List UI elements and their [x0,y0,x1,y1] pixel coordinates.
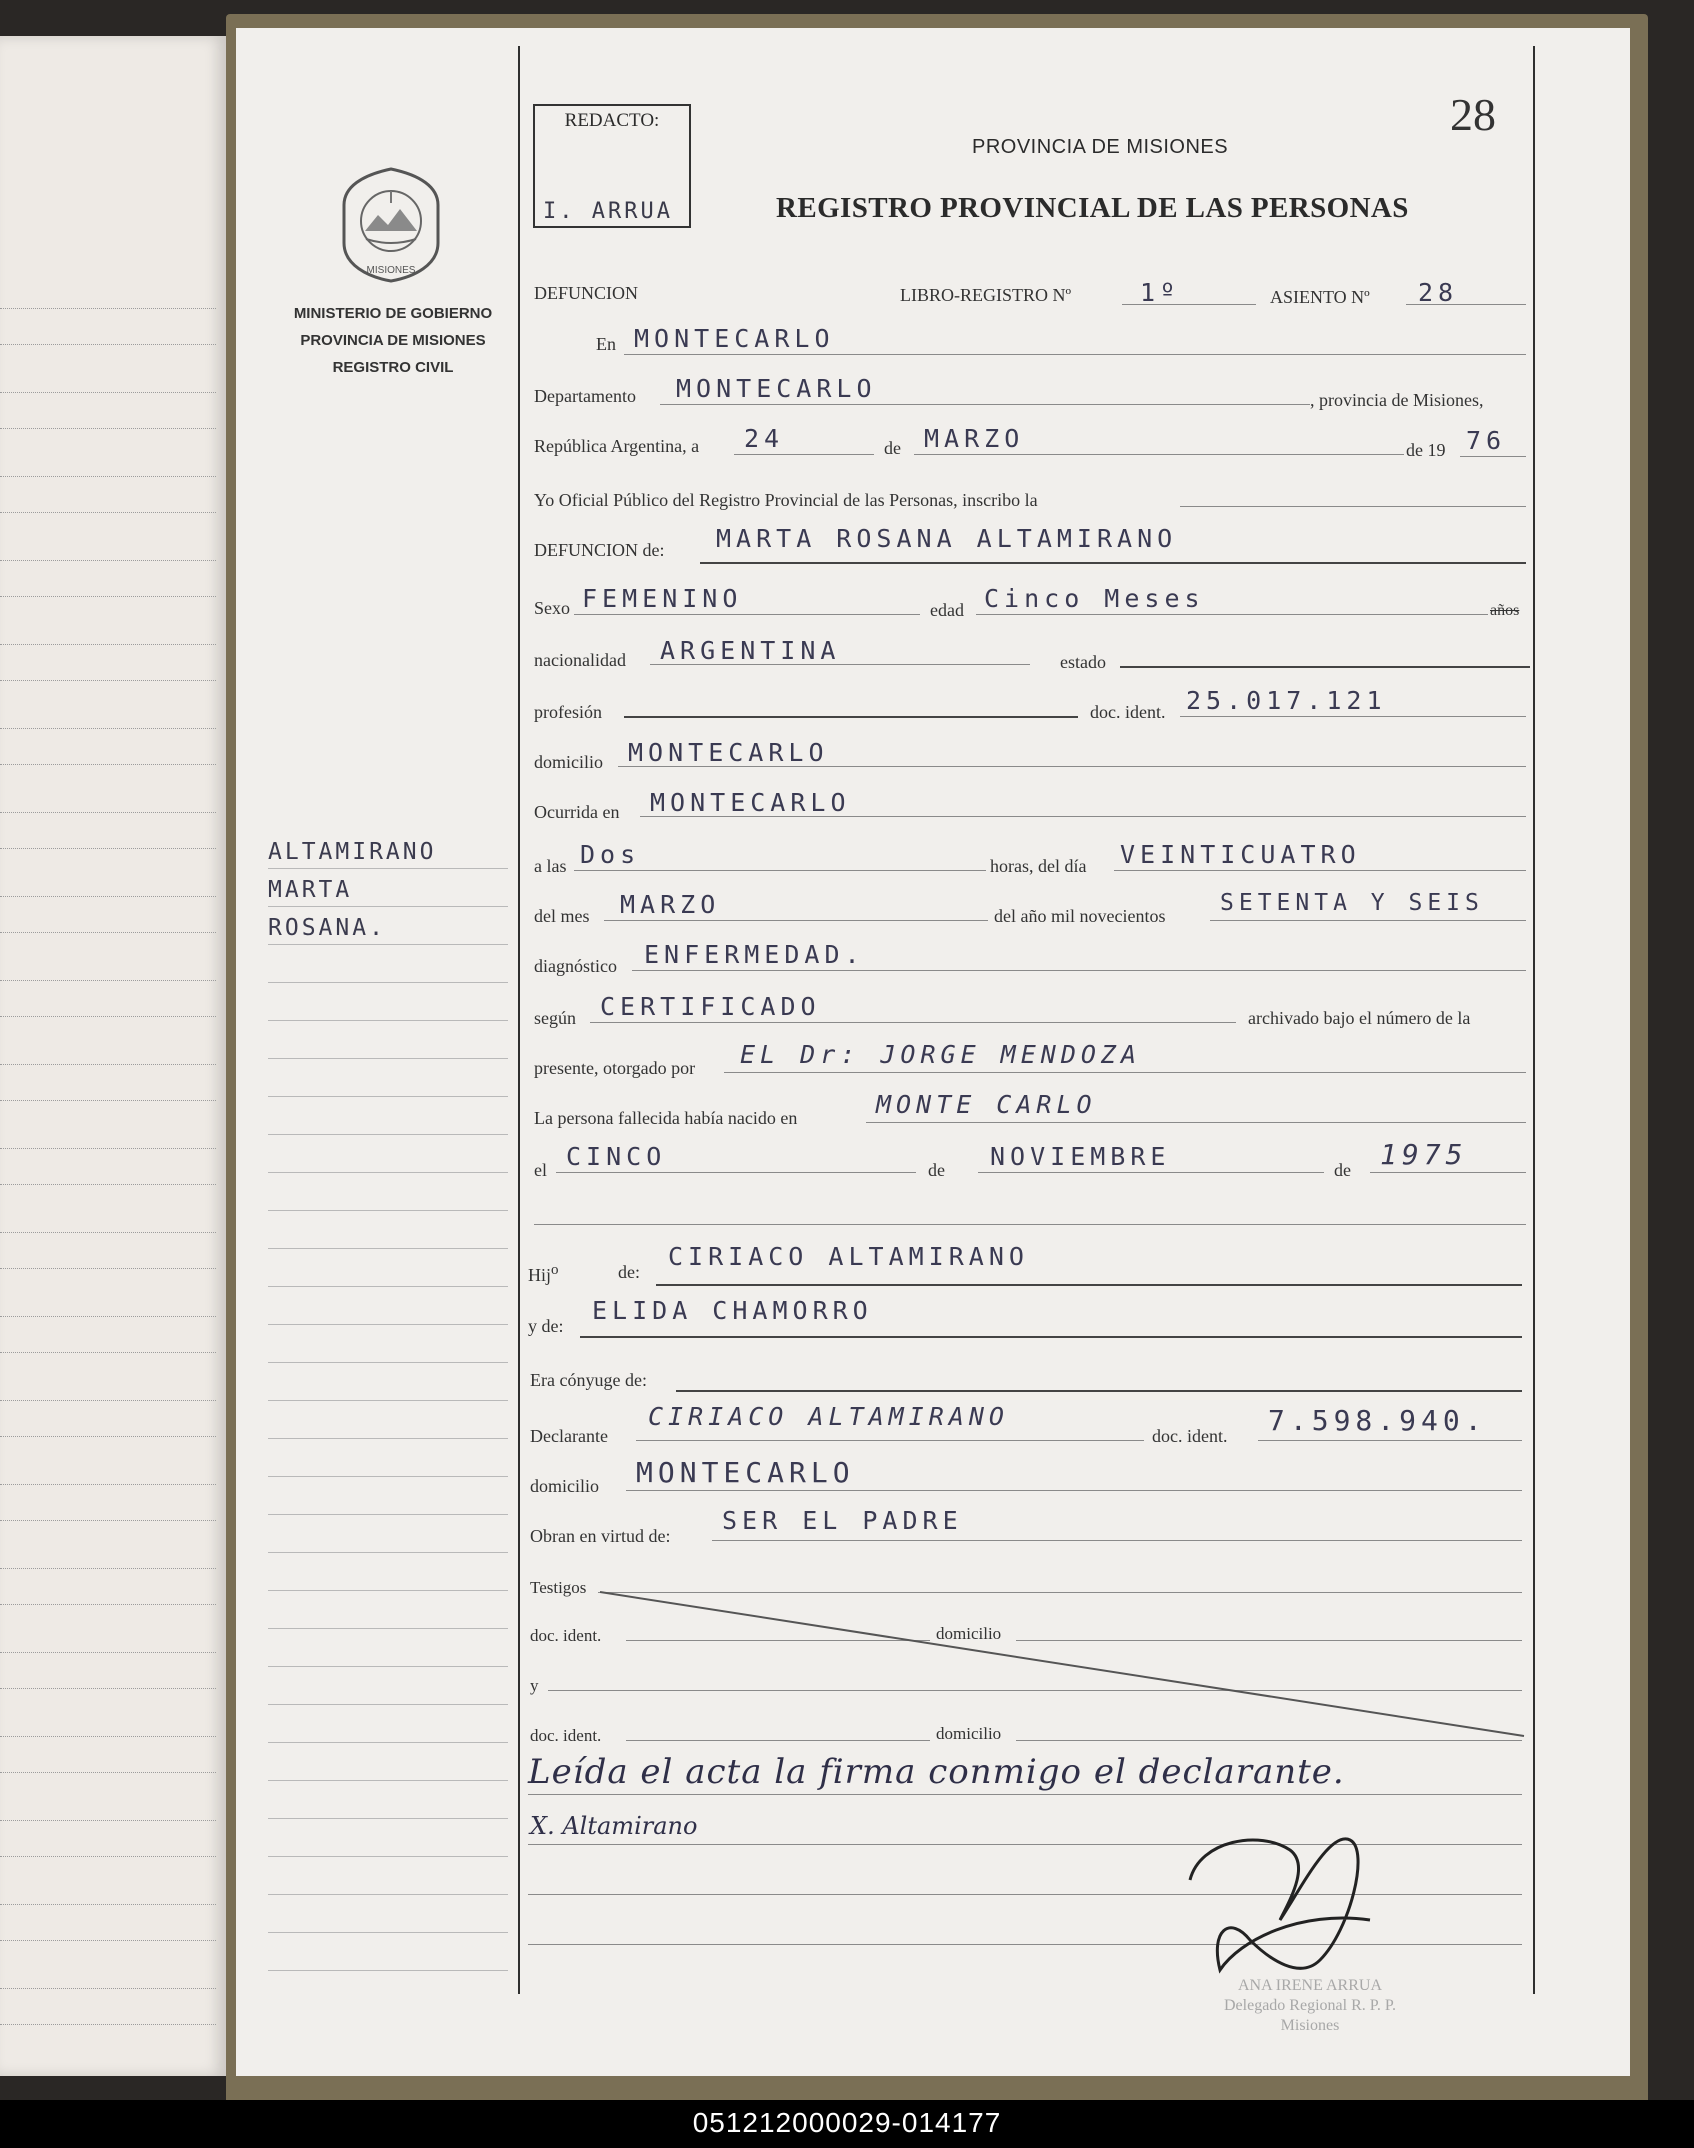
provincial-seal-icon [340,165,442,283]
margin-first-name: MARTA [268,877,353,903]
edad-value: Cinco Meses [984,584,1205,613]
domicilio-label: domicilio [534,752,603,772]
stamp-place: Misiones [1280,2017,1340,2034]
declarante-value: CIRIACO ALTAMIRANO [648,1402,1009,1431]
edad-label: edad [930,600,964,620]
mother-name: ELIDA CHAMORRO [592,1296,873,1325]
redacto-label: REDACTO: [564,110,660,131]
en-value: MONTECARLO [634,324,835,353]
doc-ident-label-2: doc. ident. [1152,1426,1228,1446]
de-label: de [884,438,901,458]
nac-mes-value: NOVIEMBRE [990,1142,1171,1171]
presente-label: presente, otorgado por [534,1058,696,1078]
conyuge-label: Era cónyuge de: [530,1370,647,1390]
departamento-value: MONTECARLO [676,374,877,403]
anio-mil-label: del año mil novecientos [994,906,1166,926]
facing-ledger-page [0,36,226,2076]
el-label: el [534,1160,547,1180]
y-de-label: y de: [528,1316,564,1336]
provincia-suffix: , provincia de Misiones, [1310,390,1484,410]
archivado-label: archivado bajo el número de la [1248,1008,1471,1028]
diagnostico-label: diagnóstico [534,956,617,976]
redacto-box [533,104,691,228]
de-label-3: de [1334,1160,1351,1180]
document-id-footer: 051212000029-014177 [0,2100,1694,2148]
stamp-name: ANA IRENE ARRUA [1237,1977,1382,1994]
ministry-block [262,300,524,381]
redacto-value: I. ARRUA [543,199,673,224]
testigos-label: Testigos [530,1578,587,1597]
margin-name-note [268,833,436,947]
nacido-value: MONTE CARLO [876,1090,1097,1119]
hijo-label: Hij$^o$ [528,1262,559,1285]
horas-label: horas, del día [990,856,1087,876]
domicilio-label-4: domicilio [936,1724,1002,1743]
republica-label: República Argentina, a [534,436,700,456]
registry-heading: REGISTRO PROVINCIAL DE LAS PERSONAS [776,192,1409,224]
en-label: En [596,334,616,354]
anios-label: años [1490,602,1520,619]
stamp-title: Delegado Regional R. P. P. [1224,1997,1396,2014]
defuncion-title: DEFUNCION [534,283,639,303]
deceased-name: MARTA ROSANA ALTAMIRANO [716,524,1178,553]
asiento-value: 28 [1418,278,1459,307]
doc-ident-label-3: doc. ident. [530,1626,602,1645]
libro-value: 1º [1140,278,1181,307]
father-name: CIRIACO ALTAMIRANO [668,1242,1029,1271]
mes-value: MARZO [924,424,1025,453]
closing-line: Leída el acta la firma conmigo el declarante. [528,1752,1345,1792]
nacido-label: La persona fallecida había nacido en [534,1108,798,1128]
y-label: y [530,1676,539,1695]
a-las-value: Dos [580,840,641,869]
page-number: 28 [1450,89,1496,140]
official-signature-icon [1180,1820,1400,1990]
oficial-text: Yo Oficial Público del Registro Provincial de las Personas, inscribo la [534,490,1038,510]
diagnostico-value: ENFERMEDAD. [644,940,865,969]
asiento-label: ASIENTO Nº [1270,287,1370,307]
anio-value: 76 [1466,426,1507,455]
province-heading: PROVINCIA DE MISIONES [972,136,1229,158]
sexo-value: FEMENINO [582,584,743,613]
domicilio-value-2: MONTECARLO [636,1456,855,1489]
margin-second-name: ROSANA. [268,915,386,941]
de-label-2: de [928,1160,945,1180]
closing-mark: X. Altamirano [530,1812,698,1840]
dia-value: 24 [744,424,785,453]
anio-mil-value: SETENTA Y SEIS [1220,890,1484,916]
defuncion-de-label: DEFUNCION de: [534,540,665,560]
province-line: PROVINCIA DE MISIONES [300,332,486,349]
departamento-label: Departamento [534,386,636,406]
doc-ident-value: 25.017.121 [1186,686,1387,715]
doc-ident-label: doc. ident. [1090,702,1166,722]
del-mes-label: del mes [534,906,590,926]
seal-text: MISIONES [366,265,416,276]
hijo-de-label: de: [618,1262,640,1282]
libro-label: LIBRO-REGISTRO Nº [900,285,1072,305]
presente-value: EL Dr: JORGE MENDOZA [740,1040,1142,1069]
testigos-strike-line [600,1580,1530,1740]
a-las-label: a las [534,856,567,876]
segun-value: CERTIFICADO [600,992,821,1021]
obran-value: SER EL PADRE [722,1506,963,1535]
domicilio-value: MONTECARLO [628,738,829,767]
dia-texto: VEINTICUATRO [1120,840,1361,869]
sexo-label: Sexo [534,598,570,618]
margin-surname: ALTAMIRANO [268,839,437,865]
obran-label: Obran en virtud de: [530,1526,671,1546]
domicilio-label-3: domicilio [936,1624,1002,1643]
nac-anio-value: 1975 [1380,1138,1468,1171]
nacionalidad-label: nacionalidad [534,650,626,670]
ministry-line: MINISTERIO DE GOBIERNO [293,305,493,322]
estado-label: estado [1060,652,1106,672]
segun-label: según [534,1008,576,1028]
profesion-label: profesión [534,702,602,722]
form-right-rule [1533,46,1535,1994]
el-value: CINCO [566,1142,667,1171]
ocurrida-value: MONTECARLO [650,788,851,817]
domicilio-label-2: domicilio [530,1476,599,1496]
ocurrida-label: Ocurrida en [534,802,620,822]
doc-ident-label-4: doc. ident. [530,1726,602,1745]
official-stamp [1190,1976,1430,2036]
declarante-label: Declarante [530,1426,608,1446]
del-mes-value: MARZO [620,890,721,919]
de-anio-label: de 19 [1406,440,1446,460]
nacionalidad-value: ARGENTINA [660,636,841,665]
civil-registry-line: REGISTRO CIVIL [332,359,454,376]
declarante-doc: 7.598.940. [1268,1404,1487,1437]
